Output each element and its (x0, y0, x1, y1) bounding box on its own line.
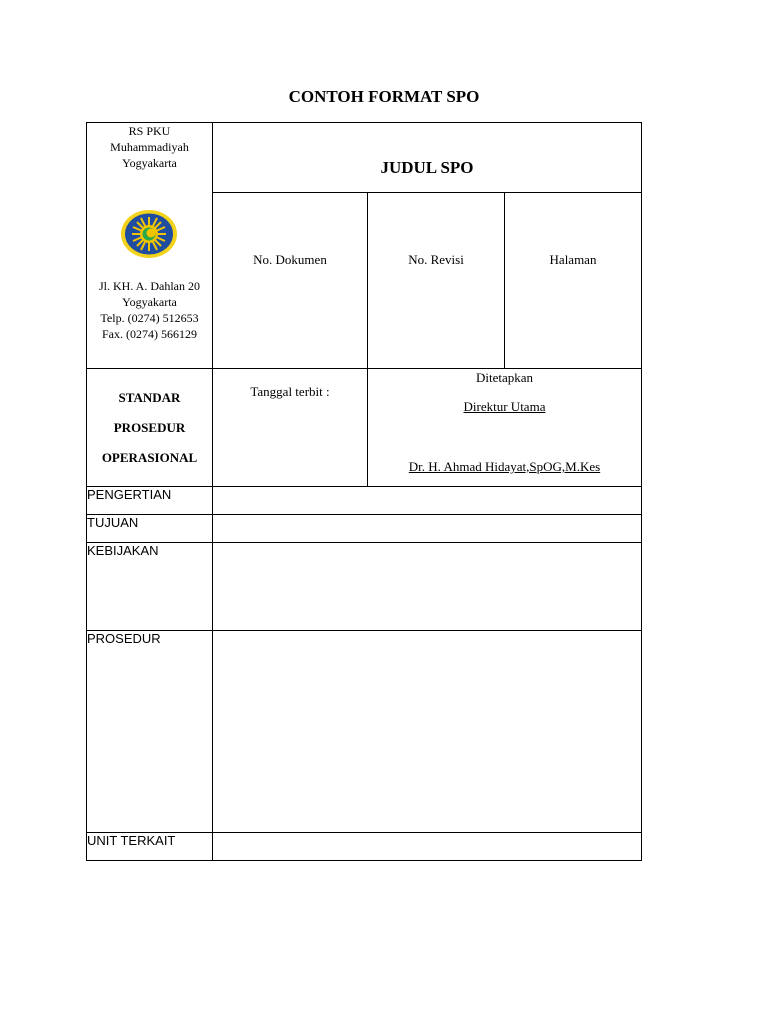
judul-spo (213, 160, 641, 176)
no-revisi-label (368, 252, 504, 268)
address-line: Jl. KH. A. Dahlan 20 (99, 279, 200, 293)
no-dokumen-label (213, 252, 367, 268)
row-divider (86, 630, 642, 631)
standard-line: STANDAR (118, 390, 181, 405)
standard-line: PROSEDUR (113, 420, 186, 435)
dokumen-divider (367, 192, 368, 487)
table-border-right (641, 122, 642, 861)
direktur-utama-label (368, 399, 641, 415)
hospital-line: Muhammadiyah (110, 140, 189, 154)
address-line: Yogyakarta (122, 295, 177, 309)
hospital-line: Yogyakarta (122, 156, 177, 170)
hospital-line: RS PKU (128, 124, 171, 138)
kebijakan-label: KEBIJAKAN (87, 543, 159, 558)
halaman-label (505, 252, 641, 268)
jabatan-text: Direktur Utama (463, 399, 546, 414)
tujuan-label: TUJUAN (87, 515, 139, 530)
standard-line: OPERASIONAL (101, 450, 198, 465)
row-divider (86, 542, 642, 543)
address-line: Telp. (0274) 512653 (100, 311, 199, 325)
standar-prosedur-operasional (87, 383, 212, 473)
label-column-divider (212, 122, 213, 861)
page-title: CONTOH FORMAT SPO (288, 87, 480, 106)
header-divider (86, 368, 642, 369)
address-line: Fax. (0274) 566129 (102, 327, 197, 341)
no-revisi-text: No. Revisi (408, 252, 464, 267)
ditetapkan-text: Ditetapkan (475, 370, 534, 385)
prosedur-label: PROSEDUR (87, 631, 161, 646)
pengertian-label: PENGERTIAN (87, 487, 172, 502)
tanggal-terbit-text: Tanggal terbit : (250, 384, 330, 399)
hospital-name (87, 123, 212, 171)
signatory-name (368, 459, 641, 475)
tanggal-terbit-label (213, 384, 367, 400)
ditetapkan-label (368, 370, 641, 386)
table-border-bottom (86, 860, 642, 861)
row-divider (86, 514, 642, 515)
no-dokumen-text: No. Dokumen (253, 252, 327, 267)
judul-divider (212, 192, 642, 193)
revisi-divider (504, 192, 505, 369)
muhammadiyah-emblem-icon (120, 209, 178, 259)
unit-terkait-label: UNIT TERKAIT (87, 833, 176, 848)
hospital-address (87, 278, 212, 342)
nama-text: Dr. H. Ahmad Hidayat,SpOG,M.Kes (408, 459, 601, 474)
judul-text: JUDUL SPO (380, 158, 474, 177)
halaman-text: Halaman (549, 252, 597, 267)
